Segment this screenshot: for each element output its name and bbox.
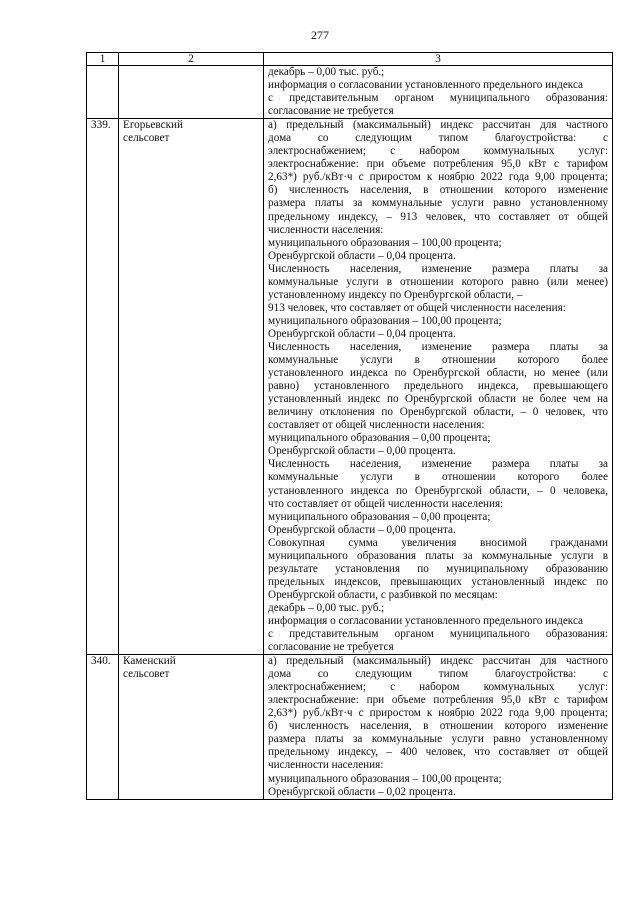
column-header-3: 3 [264,53,613,66]
description-line: установленному индексу по Оренбургской области, – [268,288,523,301]
row-number: 339. [87,119,119,655]
description-line: б) численность населения, в отношении которого изменение [268,720,608,733]
description-line: размера платы за коммунальные услуги равно установленному [268,197,608,210]
description-line: составляет от общей численности населения: [268,419,485,432]
description-line: 913 человек, что составляет от общей численности населения: [268,301,566,314]
description-line: согласование не требуется [268,105,394,118]
table-row [87,119,613,655]
description-cell [264,66,613,119]
description-line: декабрь – 0,00 тыс. руб.; [268,601,385,614]
description-line: 2,63*) руб./кВт·ч с приростом к ноябрю 2022 года 9,00 процента; [268,707,608,720]
description-line: Численность населения, изменение размера платы за [268,262,608,275]
description-line: декабрь – 0,00 тыс. руб.; [268,66,385,78]
description-line: Численность населения, изменение размера платы за [268,340,608,353]
description-line: предельному индексу, – 913 человек, что составляет от общей [268,210,608,223]
page-number: 277 [311,28,329,42]
description-line: коммунальные услуги в отношении которого более [268,354,608,367]
description-line: электроснабжением; с набором коммунальных услуг: [268,145,608,158]
description-line: коммунальные услуги в отношении которого более [268,471,608,484]
description-line: коммунальные услуги в отношении которого равно (или менее) [268,275,608,288]
description-line: муниципального образования платы за коммунальные услуги в [268,549,608,562]
description-line: а) предельный (максимальный) индекс рассчитан для частного [268,655,608,668]
description-line: численности населения: [268,223,384,236]
description-cell [264,655,613,800]
description-line: Оренбургской области – 0,00 процента. [268,523,456,536]
description-line: численности населения: [268,759,384,772]
column-header-1: 1 [87,53,119,66]
description-line: муниципального образования – 100,00 процента; [268,772,502,785]
description-line: муниципального образования – 0,00 процента; [268,432,491,445]
row-number: 340. [87,655,119,800]
description-line: муниципального образования – 100,00 процента; [268,314,502,327]
description-line: 2,63*) руб./кВт·ч с приростом к ноябрю 2022 года 9,00 процента; [268,171,608,184]
description-line: муниципального образования – 100,00 процента; [268,236,502,249]
municipality-name [119,655,264,800]
description-line: электроснабжение: при объеме потребления 95,0 кВт с тарифом [268,694,608,707]
description-line: информация о согласовании установленного предельного индекса [268,79,584,92]
document-table [86,52,613,800]
description-line: равно) установленного предельного индекса, превышающего [268,380,608,393]
description-line: что составляет от общей численности населения: [268,497,504,510]
description-line: муниципального образования – 0,00 процента; [268,510,491,523]
row-number [87,66,119,119]
column-header-2: 2 [119,53,264,66]
description-line: установленный индекс по Оренбургской области не более чем на [268,393,608,406]
description-line: а) предельный (максимальный) индекс рассчитан для частного [268,119,608,132]
description-line: Оренбургской области – 0,04 процента. [268,249,456,262]
municipality-name-line: сельсовет [123,668,170,681]
description-line: предельному индексу, – 400 человек, что составляет от общей [268,746,608,759]
description-line: дома со следующим типом благоустройства: с [268,668,608,681]
description-line: согласование не требуется [268,641,394,654]
description-line: дома со следующим типом благоустройства: с [268,132,608,145]
description-line: электроснабжение: при объеме потребления 95,0 кВт с тарифом [268,158,608,171]
description-line: информация о согласовании установленного предельного индекса [268,614,584,627]
description-line: установленного индекса по Оренбургской области, но менее (или [268,367,608,380]
description-line: предельных индексов, превышающих установленный индекс по [268,575,608,588]
table-row [87,655,613,800]
municipality-name [119,119,264,655]
description-line: установленного индекса по Оренбургской области, – 0 человека, [268,484,608,497]
municipality-name-line: сельсовет [123,132,170,145]
description-line: Оренбургской области, с разбивкой по месяцам: [268,588,498,601]
municipality-name-line: Каменский [123,655,176,668]
description-line: размера платы за коммунальные услуги равно установленному [268,733,608,746]
description-line: с представительным органом муниципального образования: [268,628,608,641]
description-cell [264,119,613,655]
municipality-name-line: Егорьевский [123,119,183,132]
description-line: электроснабжением; с набором коммунальных услуг: [268,681,608,694]
description-line: результате установления по муниципальному образованию [268,562,608,575]
description-line: Оренбургской области – 0,02 процента. [268,785,456,798]
table-row [87,66,613,119]
description-line: Совокупная сумма увеличения вносимой гражданами [268,536,608,549]
description-line: величину отклонения по Оренбургской области, – 0 человек, что [268,406,608,419]
description-line: б) численность населения, в отношении которого изменение [268,184,608,197]
description-line: Численность населения, изменение размера платы за [268,458,608,471]
municipality-name [119,66,264,119]
description-line: Оренбургской области – 0,00 процента. [268,445,456,458]
description-line: с представительным органом муниципального образования: [268,92,608,105]
table-header-row [87,53,613,66]
description-line: Оренбургской области – 0,04 процента. [268,327,456,340]
